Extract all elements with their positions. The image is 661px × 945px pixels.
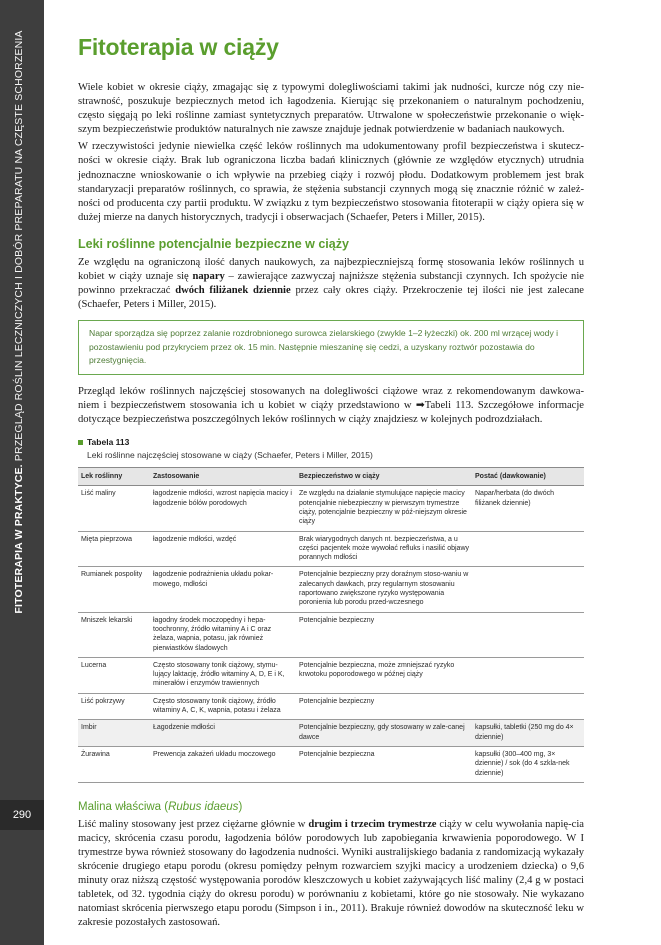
table-cell: Żurawina [78,746,150,782]
table-cell: Lucerna [78,657,150,693]
table-cell: Potencjalnie bezpieczna [296,746,472,782]
intro-paragraph-1: Wiele kobiet w okresie ciąży, zmagając się z typowymi dolegliwościami takimi jak nudności, kurcze nóg czy nie-strawność, poszukuje bezpiecznych metod ich łagodzenia. Kierując się przekonaniem o naturalnym pochodzeniu, często sięgają po leki roślinne zamiast syntetycznych preparatów. Utrwalone w społeczeństwie przekonanie o więk-szym bezpieczeństwie produktów naturalnych nie zawsze znajduje jednak potwierdzenie w badaniach naukowych. [78,82,584,136]
table-cell: Mięta pieprzowa [78,531,150,567]
table-cell: Często stosowany tonik ciążowy, źródło witaminy A, C, K, wapnia, potasu i żelaza [150,693,296,720]
table-cell [472,612,584,657]
table-cell: kapsułki, tabletki (250 mg do 4× dziennie) [472,720,584,747]
column-header: Lek roślinny [78,468,150,486]
column-header: Zastosowanie [150,468,296,486]
table-row [78,693,584,720]
table-cell: Rumianek pospolity [78,567,150,612]
square-bullet-icon [78,440,83,445]
table-cell: Łagodzenie mdłości [150,720,296,747]
text-run: ciąży w celu wywołania napię-cia macicy, skrócenia czasu porodu, łagodzenia bólów porodowych lub zapobiegania krwawienia poporodowego. W I trymestrze bywa również stosowany do łagodzenia nudności. Wyniki australijskiego badania z randomizacją wykazały skrócenie drugiego etapu porodu (okresu pomiędzy pełnym rozwarciem szyjki macicy a urodzeniem dziecka) o 9,6 minuty oraz niższą częstość występowania porodów kleszczowych u kobiet zażywających liść maliny (2,4 g w postaci tabletek, od 32. tygodnia ciąży do okresu porodu) w porównaniu z kobietami, które go nie stosowały. Nie wykazano natomiast skrócenia pierwszego etapu porodu (Simpson i in., 2011). Brakuje również dowodów na skuteczność leku w zakresie pozostałych zastosowań. [78,818,585,929]
table-cell: Potencjalnie bezpieczny przy doraźnym stoso-waniu w zalecanych dawkach, przy regularnym stosowaniu raportowano zwiększone ryzyko występowania poronienia lub porodu przed-wczesnego [296,567,472,612]
text-run: Liść maliny stosowany jest przez ciężarne głównie w [78,818,309,830]
section1-paragraph-2: Przegląd leków roślinnych najczęściej stosowanych na dolegliwości ciążowe wraz z rekomendowanym dawkowa-niem i bezpieczeństwem stosowania ich u kobiet w ciąży przedstawiono w ➡Tabeli 113. Szczegółowe informacje dotyczące bezpieczeństwa poszczególnych leków roślinnych w ciąży znajdziesz w kolejnych podrozdziałach. [78,385,584,425]
text-run: – zawierające zazwyczaj najniższe stężenia substancji czynnych. Ich spożycie nie powinno przekraczać [78,271,584,297]
table-cell: Mniszek lekarski [78,612,150,657]
text-run: przez cały okres ciąży. Przekroczenie tej ilości nie jest zalecane (Schaefer, Peters i Miller, 2015). [78,285,584,311]
subsection-heading-raspberry [78,801,584,813]
table-cell: Brak wiarygodnych danych nt. bezpieczeństwa, a u części pacjentek może wywołać refluks i nasilić objawy porannych mdłości [296,531,472,567]
table-row [78,612,584,657]
table-cell [472,657,584,693]
section2-paragraph [78,818,584,931]
text-run: Ze względu na ograniczoną ilość danych naukowych, za najbezpieczniejszą formę stosowania leków roślinnych u kobiet w ciąży uznaje się [78,256,584,283]
table-cell [472,567,584,612]
table-row [78,486,584,531]
table-header-row [78,468,584,486]
bold-term-trimesters: drugim i trzecim trymestrze [308,818,437,830]
table-cell: łagodny środek moczopędny i hepa-toochronny, źródło witaminy A i C oraz żelaza, wapnia, potasu, jak również pierwiastków śladowych [150,612,296,657]
table-row [78,720,584,747]
table-cell: Często stosowany tonik ciążowy, stymu-lujący laktację, źródło witaminy A, D, E i K, minerałów i enzymów trawiennych [150,657,296,693]
info-box: Napar sporządza się poprzez zalanie rozdrobnionego surowca zielarskiego (zwykle 1–2 łyżeczki) ok. 200 ml wrzącej wody i pozostawieniu pod przykryciem przez ok. 15 min. Następnie mieszaninę się cedzi, a uzyskany roztwór pozostawia do przestygnięcia. [78,320,584,375]
table-row [78,531,584,567]
table-row [78,746,584,782]
page-content [78,34,584,934]
page-title: Fitoterapia w ciąży [78,34,279,60]
heading-text: Malina właściwa ( [78,800,169,813]
table-label [78,437,584,447]
table-cell: Liść pokrzywy [78,693,150,720]
table-cell: Prewencja zakażeń układu moczowego [150,746,296,782]
table-cell: łagodzenie mdłości, wzrost napięcia macicy i łagodzenie bólów porodowych [150,486,296,531]
table-cell [472,531,584,567]
table-cell: kapsułki (300–400 mg, 3× dziennie) / sok (do 4 szkla-nek dziennie) [472,746,584,782]
running-header [13,12,31,632]
bold-term-napary: napary [192,271,225,283]
running-header-bold: FITOTERAPIA W PRAKTYCE. [13,464,25,614]
latin-name: Rubus idaeus [168,800,239,813]
section-heading-safe-herbs: Leki roślinne potencjalnie bezpieczne w ciąży [78,236,349,251]
page-number: 290 [0,800,44,830]
bold-term-dosage: dwóch filiżanek dziennie [175,285,291,297]
column-header: Bezpieczeństwo w ciąży [296,468,472,486]
table-cell: łagodzenie mdłości, wzdęć [150,531,296,567]
table-cell: Imbir [78,720,150,747]
table-row [78,567,584,612]
column-header: Postać (dawkowanie) [472,468,584,486]
table-cell: Ze względu na działanie stymulujące napięcie macicy potencjalnie niebezpieczny w pierwszym trymestrze ciąży, potencjalnie bezpieczny w póź-niejszym okresie ciąży [296,486,472,531]
table-cell: Potencjalnie bezpieczna, może zmniejszać ryzyko krwotoku poporodowego w późnej ciąży [296,657,472,693]
herbs-table [78,467,584,783]
table-cell: Napar/herbata (do dwóch filiżanek dziennie) [472,486,584,531]
heading-text: ) [238,800,243,813]
section1-paragraph-1 [78,256,584,312]
table-row [78,657,584,693]
table-cell: Potencjalnie bezpieczny, gdy stosowany w zale-canej dawce [296,720,472,747]
table-cell: łagodzenie podrażnienia układu pokar-mowego, mdłości [150,567,296,612]
table-caption: Leki roślinne najczęściej stosowane w ciąży (Schaefer, Peters i Miller, 2015) [87,450,373,461]
table-label-text: Tabela 113 [87,437,130,448]
intro-paragraph-2: W rzeczywistości jedynie niewielka część leków roślinnych ma udokumentowany profil bezpieczeństwa i skutecz-ności w okresie ciąży. Brak lub ograniczona liczba badań klinicznych (głównie ze względów etycznych) utrudnia jednoznaczne wnioskowanie o ich wpływie na przebieg ciąży i rozwój płodu. Dodatkowym problemem jest brak standaryzacji preparatów roślinnych, co sprawia, że stężenia substancji czynnych mogą się znacznie różnić w zależ-ności od producenta czy partii produktu. W związku z tym bezpieczeństwo stosowania fitoterapii w ciąży opiera się w dużej mierze na danych historycznych, tradycji i obserwacjach (Schaefer, Peters i Miller, 2015). [78,141,584,223]
running-header-rest: PRZEGLĄD ROŚLIN LECZNICZYCH I DOBÓR PREPARATU NA CZĘSTE SCHORZENIA [13,30,25,465]
table-cell: Liść maliny [78,486,150,531]
table-cell: Potencjalnie bezpieczny [296,693,472,720]
table-cell: Potencjalnie bezpieczny [296,612,472,657]
table-cell [472,693,584,720]
